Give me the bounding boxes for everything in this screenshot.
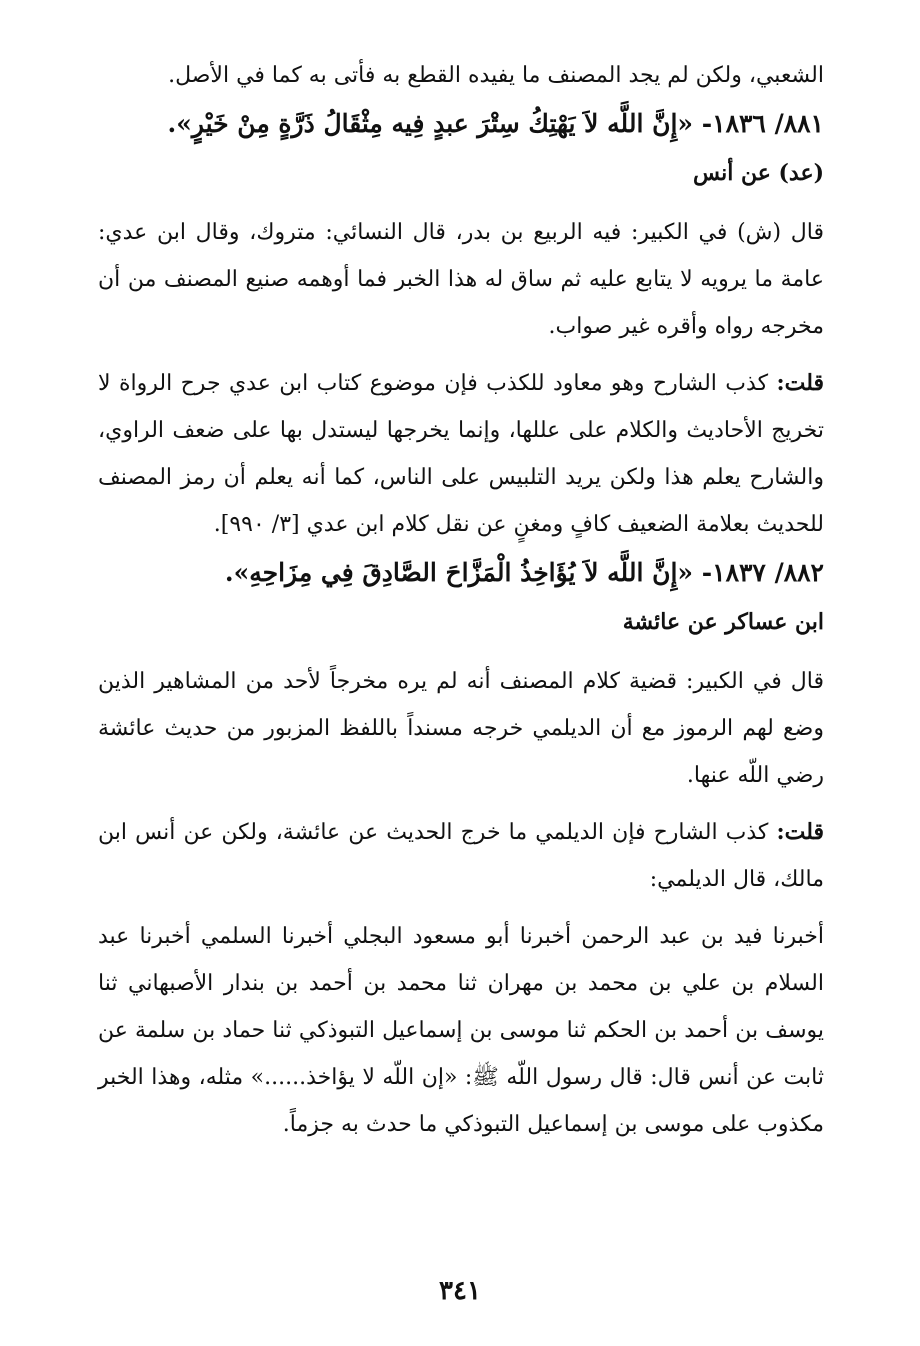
hadith-text: «إِنَّ اللَّه لاَ يَهْتِكُ سِتْرَ عبدٍ فِيه مِثْقَالُ ذَرَّةٍ مِنْ خَيْرٍ».: [167, 109, 694, 138]
hadith-source: (عد) عن أنس: [693, 160, 824, 186]
reply-text: كذب الشارح وهو معاود للكذب فإن موضوع كتاب ابن عدي جرح الرواة لا تخريج الأحاديث والكلام على عللها، وإنما يخرجها ليستدل بها على ضعف الراوي، والشارح يعلم هذا ولكن يريد التلبيس على الناس، كما أنه يعلم أن رمز المصنف للحديث بعلامة الضعيف كافٍ ومغنٍ عن نقل كلام ابن عدي [٣/ ٩٩٠].: [98, 371, 824, 537]
commentary-paragraph: قال في الكبير: قضية كلام المصنف أنه لم يره مخرجاً لأحد من المشاهير الذين وضع لهم الرموز مع أن الديلمي خرجه مسنداً باللفظ المزبور من حديث عائشة رضي اللّه عنها.: [98, 669, 824, 788]
qult-label: قلت:: [776, 370, 824, 396]
reply-paragraph: [98, 809, 824, 903]
hadith-entry-882: [98, 548, 824, 598]
hadith-entry-881: [98, 99, 824, 149]
reply-paragraph: [98, 360, 824, 548]
hadith-number: ٨٨٢/ ١٨٣٧-: [701, 558, 824, 587]
hadith-number: ٨٨١/ ١٨٣٦-: [701, 109, 824, 138]
qult-label: قلت:: [776, 819, 824, 845]
page-number: ٣٤١: [439, 1276, 481, 1306]
commentary-paragraph: قال (ش) في الكبير: فيه الربيع بن بدر، قال النسائي: متروك، وقال ابن عدي: عامة ما يرويه لا يتابع عليه ثم ساق له هذا الخبر فما أوهمه صنيع المصنف من أن مخرجه رواه وأقره غير صواب.: [98, 220, 824, 339]
reply-text: كذب الشارح فإن الديلمي ما خرج الحديث عن عائشة، ولكن عن أنس ابن مالك، قال الديلمي:: [98, 820, 824, 892]
intro-line: الشعبي، ولكن لم يجد المصنف ما يفيده القطع به فأتى به كما في الأصل.: [168, 63, 824, 88]
hadith-source: ابن عساكر عن عائشة: [622, 609, 824, 635]
hadith-text: «إِنَّ اللَّه لاَ يُؤَاخِذُ الْمَزَّاحَ الصَّادِقَ فِي مِزَاحِهِ».: [224, 558, 694, 587]
isnad-paragraph: أخبرنا فيد بن عبد الرحمن أخبرنا أبو مسعود البجلي أخبرنا السلمي أخبرنا عبد السلام بن علي بن محمد بن مهران ثنا محمد بن أحمد بن بندار الأصبهاني ثنا يوسف بن أحمد بن الحكم ثنا موسى بن إسماعيل التبوذكي ثنا حماد بن سلمة عن ثابت عن أنس قال: قال رسول اللّه ﷺ: «إن اللّه لا يؤاخذ......» مثله، وهذا الخبر مكذوب على موسى بن إسماعيل التبوذكي ما حدث به جزماً.: [98, 924, 824, 1137]
